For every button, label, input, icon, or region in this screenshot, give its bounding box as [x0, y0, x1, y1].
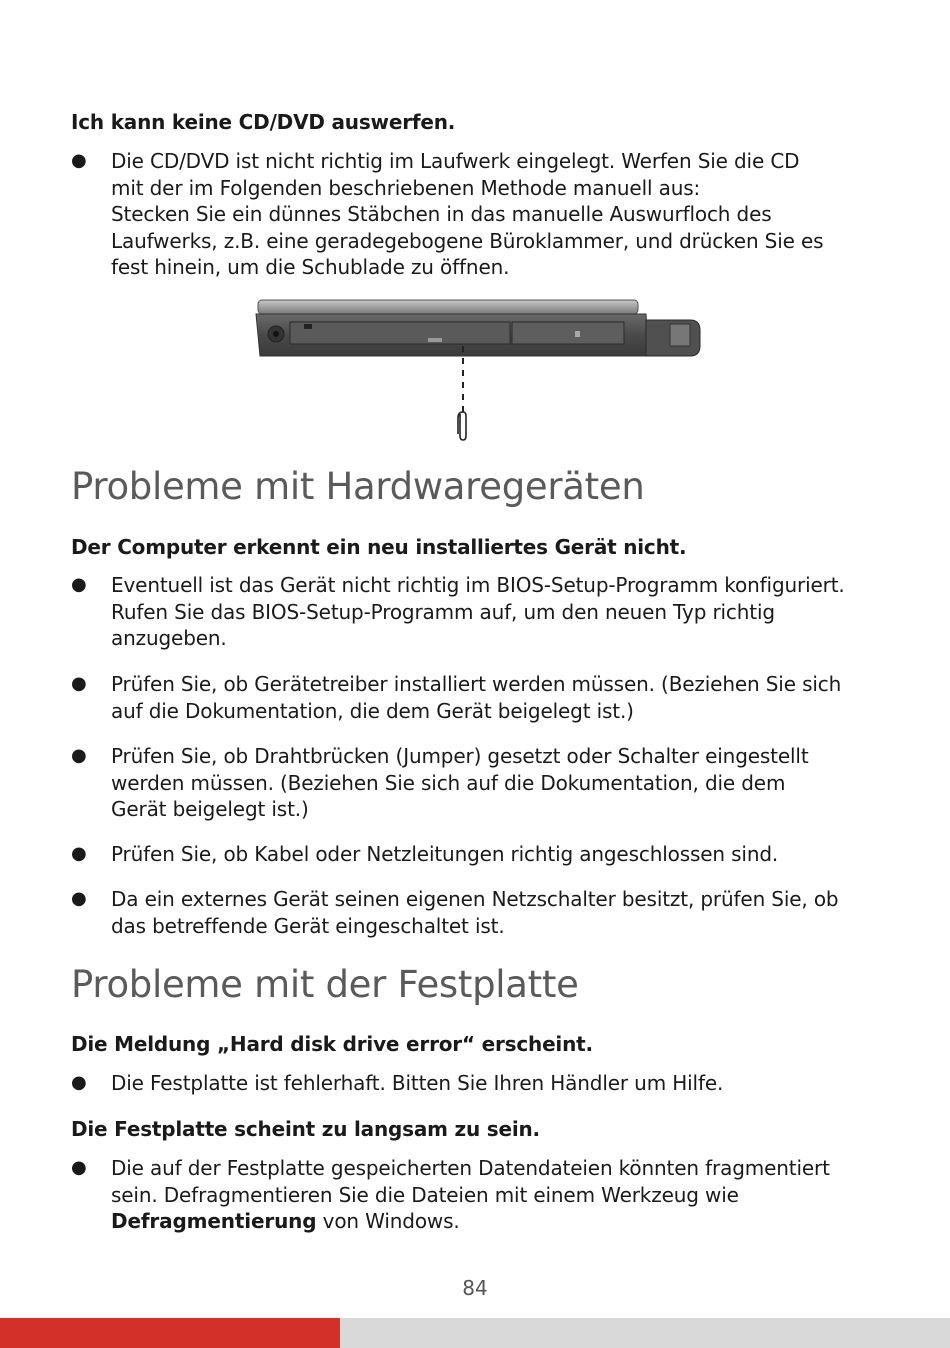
list-item — [71, 1155, 886, 1235]
bullet-marker: ● — [71, 574, 87, 595]
heading-harddisk-problems: Probleme mit der Festplatte — [71, 963, 579, 1006]
question-hdd-error: Die Meldung „Hard disk drive error“ erscheint. — [71, 1032, 593, 1056]
bullet-marker: ● — [71, 673, 87, 694]
emphasis-defragmentierung: Defragmentierung — [111, 1209, 317, 1234]
page-number: 84 — [462, 1276, 488, 1300]
bullet-line: Die Festplatte ist fehlerhaft. Bitten Sie Ihren Händler um Hilfe. — [111, 1071, 724, 1095]
question-hdd-slow: Die Festplatte scheint zu langsam zu sein. — [71, 1117, 540, 1141]
question-cd-eject: Ich kann keine CD/DVD auswerfen. — [71, 110, 456, 134]
bullet-line-rest: von Windows. — [316, 1209, 460, 1234]
footer-bar — [340, 1318, 950, 1348]
question-new-device: Der Computer erkennt ein neu installiertes Gerät nicht. — [71, 535, 687, 559]
list-item — [71, 1070, 886, 1097]
bullet-marker: ● — [71, 888, 87, 909]
list-item — [71, 743, 886, 823]
bullet-line: auf die Dokumentation, die dem Gerät beigelegt ist.) — [111, 698, 634, 723]
list-item — [71, 671, 886, 724]
bullet-marker: ● — [71, 843, 87, 864]
bullet-marker: ● — [71, 745, 87, 766]
bullet-line: Prüfen Sie, ob Drahtbrücken (Jumper) gesetzt oder Schalter eingestellt — [111, 744, 809, 768]
bullet-line: Die auf der Festplatte gespeicherten Datendateien könnten fragmentiert — [111, 1156, 830, 1180]
list-item — [71, 886, 886, 939]
bullet-line: das betreffende Gerät eingeschaltet ist. — [111, 913, 505, 938]
list-item — [71, 572, 886, 652]
bullet-marker: ● — [71, 1072, 87, 1093]
bullet-line: sein. Defragmentieren Sie die Dateien mit einem Werkzeug wie — [111, 1182, 739, 1207]
bullet-line — [111, 1208, 886, 1235]
laptop-side-illustration — [250, 294, 710, 444]
bullet-line: Eventuell ist das Gerät nicht richtig im BIOS-Setup-Programm konfiguriert. — [111, 573, 845, 597]
bullet-line: anzugeben. — [111, 626, 227, 651]
list-item — [71, 148, 886, 281]
bullet-line: Prüfen Sie, ob Gerätetreiber installiert werden müssen. (Beziehen Sie sich — [111, 672, 842, 696]
bullet-line: Laufwerks, z.B. eine geradegebogene Büroklammer, und drücken Sie es — [111, 228, 824, 253]
paperclip-icon — [458, 346, 466, 440]
bullet-line: Rufen Sie das BIOS-Setup-Programm auf, um den neuen Typ richtig — [111, 599, 775, 624]
bullet-line: Da ein externes Gerät seinen eigenen Netzschalter besitzt, prüfen Sie, ob — [111, 887, 839, 911]
bullet-marker: ● — [71, 150, 87, 171]
bullet-line: Prüfen Sie, ob Kabel oder Netzleitungen richtig angeschlossen sind. — [111, 842, 779, 866]
list-item — [71, 841, 886, 868]
footer-accent-bar — [0, 1318, 340, 1348]
bullet-marker: ● — [71, 1157, 87, 1178]
bullet-line: Gerät beigelegt ist.) — [111, 797, 309, 822]
laptop-body — [256, 300, 700, 356]
bullet-line: mit der im Folgenden beschriebenen Methode manuell aus: — [111, 175, 701, 200]
bullet-line: werden müssen. (Beziehen Sie sich auf die Dokumentation, die dem — [111, 770, 786, 795]
heading-hardware-problems: Probleme mit Hardwaregeräten — [71, 465, 645, 508]
bullet-line: Die CD/DVD ist nicht richtig im Laufwerk eingelegt. Werfen Sie die CD — [111, 149, 800, 173]
bullet-line: Stecken Sie ein dünnes Stäbchen in das manuelle Auswurfloch des — [111, 202, 772, 227]
bullet-line: fest hinein, um die Schublade zu öffnen. — [111, 255, 510, 280]
